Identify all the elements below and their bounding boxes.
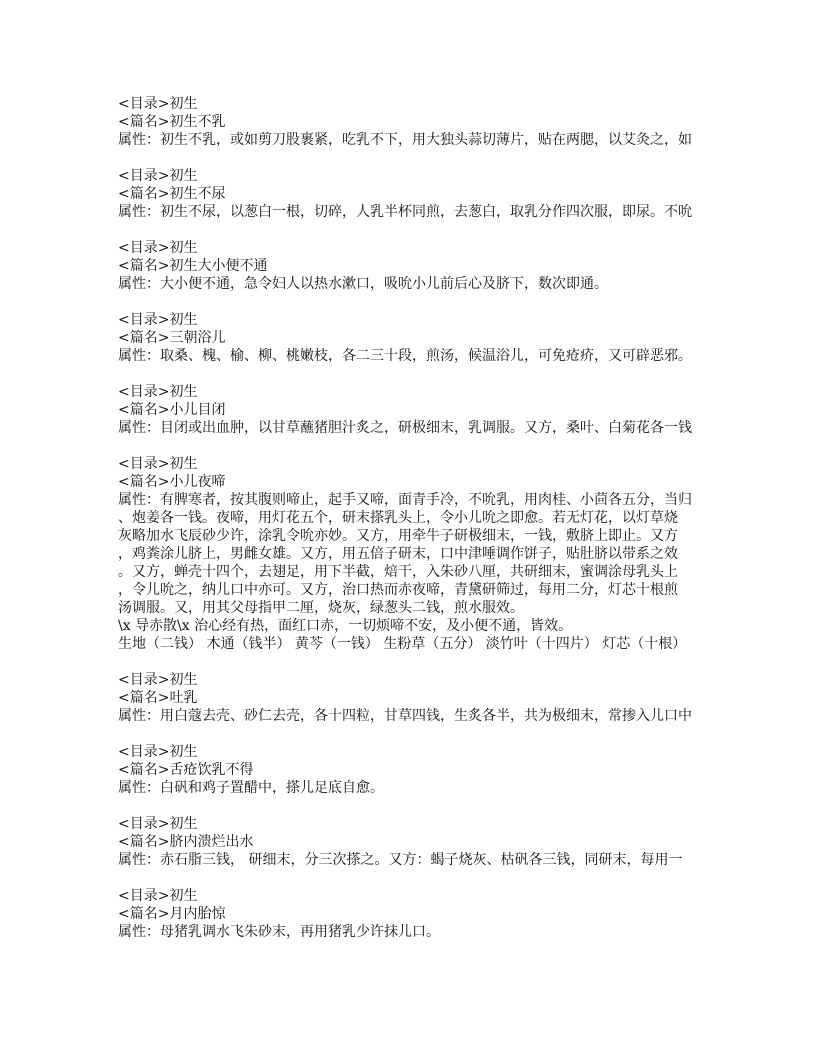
entry-attribute-line: ，鸡粪涂儿脐上，男雌女雄。又方，用五倍子研末，口中津唾调作饼子，贴肚脐以带系之效 bbox=[118, 546, 678, 562]
entry-attribute-line: 汤调服。又，用其父母指甲二厘，烧灰，绿葱头二钱，煎水服效。 bbox=[118, 600, 524, 616]
entry-attribute-line: 属性：大小便不通，急令妇人以热水漱口，吸吮小儿前后心及脐下，数次即通。 bbox=[118, 276, 608, 292]
entry-title: <篇名>初生不乳 bbox=[118, 114, 226, 130]
entry-title: <篇名>三朝浴儿 bbox=[118, 330, 226, 346]
entry-attribute-line: 灰略加水飞辰砂少许，涂乳令吮亦妙。又方，用牵牛子研极细末，一钱，敷脐上即止。又方 bbox=[118, 528, 678, 544]
entry-attribute-line: 属性：初生不乳，或如剪刀股裹紧，吃乳不下，用大独头蒜切薄片，贴在两腮，以艾灸之，如 bbox=[118, 132, 692, 148]
entry bbox=[118, 887, 718, 941]
entry-attribute-line: 属性：目闭或出血肿，以甘草蘸猪胆汁炙之，研极细末，乳调服。又方，桑叶、白菊花各一钱 bbox=[118, 420, 692, 436]
entry bbox=[118, 455, 718, 653]
entry-catalog: <目录>初生 bbox=[118, 672, 198, 688]
document-page bbox=[118, 95, 718, 959]
entry-attribute-line: 属性：用白蔻去壳、砂仁去壳，各十四粒，甘草四钱，生炙各半，共为极细末，常掺入儿口中 bbox=[118, 708, 692, 724]
entry bbox=[118, 815, 718, 869]
entry-title: <篇名>脐内溃烂出水 bbox=[118, 834, 254, 850]
entry-attribute-line: 属性：初生不尿，以葱白一根，切碎，人乳半杯同煎，去葱白，取乳分作四次服，即尿。不吮 bbox=[118, 204, 692, 220]
entry-catalog: <目录>初生 bbox=[118, 456, 198, 472]
entry-attribute-line: 生地（二钱） 木通（钱半） 黄芩（一钱） 生粉草（五分） 淡竹叶（十四片） 灯芯（十根） bbox=[118, 636, 687, 652]
entry bbox=[118, 239, 718, 293]
entry-catalog: <目录>初生 bbox=[118, 816, 198, 832]
entry-title: <篇名>小儿夜啼 bbox=[118, 474, 226, 490]
entry-title: <篇名>吐乳 bbox=[118, 690, 198, 706]
entry-title: <篇名>小儿目闭 bbox=[118, 402, 226, 418]
entry-attribute-line: 属性：取桑、槐、榆、柳、桃嫩枝，各二三十段，煎汤，候温浴儿，可免疮疥，又可辟恶邪。 bbox=[118, 348, 692, 364]
entry-title: <篇名>初生大小便不通 bbox=[118, 258, 268, 274]
entry-attribute-line: 。又方，蝉壳十四个，去翅足，用下半截，焙干，入朱砂八厘，共研细末，蜜调涂母乳头上 bbox=[118, 564, 678, 580]
entry bbox=[118, 167, 718, 221]
entry-title: <篇名>舌疮饮乳不得 bbox=[118, 762, 254, 778]
entry-catalog: <目录>初生 bbox=[118, 888, 198, 904]
entry bbox=[118, 671, 718, 725]
entry bbox=[118, 95, 718, 149]
entry-attribute-line: \x 导赤散\x 治心经有热，面红口赤，一切烦啼不安，及小便不通，皆效。 bbox=[118, 618, 573, 634]
entry-catalog: <目录>初生 bbox=[118, 312, 198, 328]
entry-attribute-line: 属性：母猪乳调水飞朱砂末，再用猪乳少许抹儿口。 bbox=[118, 924, 440, 940]
entry-attribute-line: ，令儿吮之，纳儿口中亦可。又方，治口热而赤夜啼，青黛研筛过，每用二分，灯芯十根煎 bbox=[118, 582, 678, 598]
entry-catalog: <目录>初生 bbox=[118, 96, 198, 112]
entry-title: <篇名>月内胎惊 bbox=[118, 906, 226, 922]
entry-title: <篇名>初生不尿 bbox=[118, 186, 226, 202]
entry bbox=[118, 311, 718, 365]
entry-attribute-line: 属性：白矾和鸡子置醋中，搽儿足底自愈。 bbox=[118, 780, 384, 796]
entry-attribute-line: 、炮姜各一钱。夜啼，用灯花五个，研末搽乳头上，令小儿吮之即愈。若无灯花，以灯草烧 bbox=[118, 510, 678, 526]
entry-catalog: <目录>初生 bbox=[118, 240, 198, 256]
entry-attribute-line: 属性：赤石脂三钱， 研细末，分三次搽之。又方：蝎子烧灰、枯矾各三钱，同研末，每用一 bbox=[118, 852, 683, 868]
entry-catalog: <目录>初生 bbox=[118, 168, 198, 184]
entry-attribute-line: 属性：有脾寒者，按其腹则啼止，起手又啼，面青手冷，不吮乳，用肉桂、小茴各五分，当归 bbox=[118, 492, 692, 508]
entry-catalog: <目录>初生 bbox=[118, 384, 198, 400]
entry-catalog: <目录>初生 bbox=[118, 744, 198, 760]
entry bbox=[118, 743, 718, 797]
entry bbox=[118, 383, 718, 437]
